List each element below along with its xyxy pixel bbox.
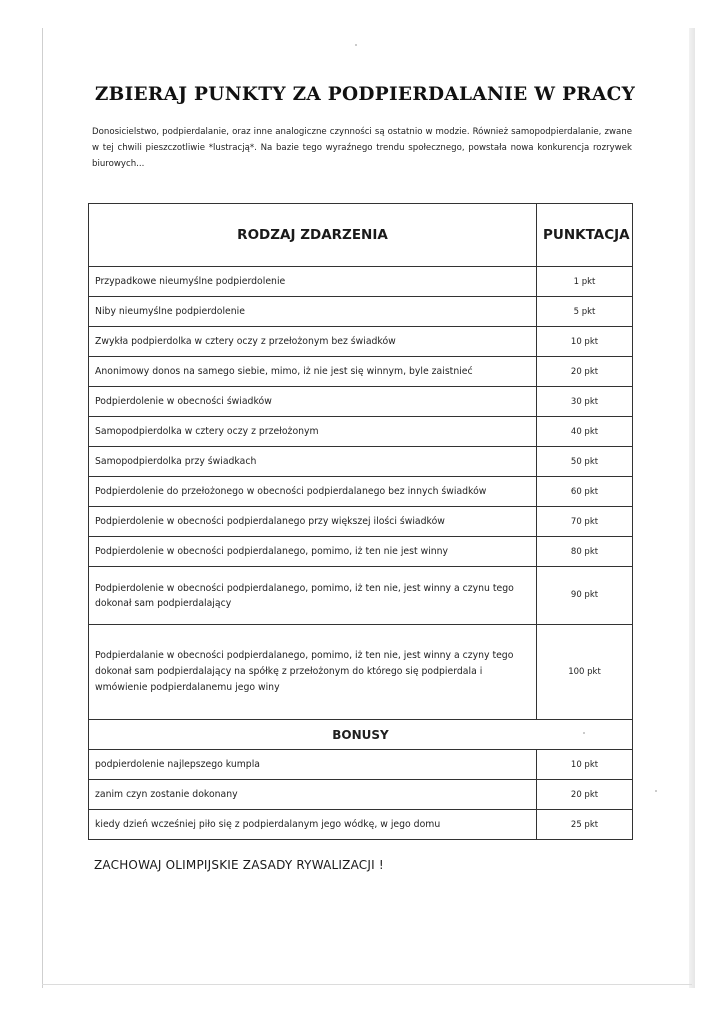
bonus-points-cell: 20 pkt bbox=[537, 780, 633, 810]
bonus-points-cell: 25 pkt bbox=[537, 810, 633, 840]
event-cell: Zwykła podpierdolka w cztery oczy z przełożonym bez świadków bbox=[89, 327, 537, 357]
bonus-header: BONUSY bbox=[89, 720, 633, 750]
bonus-event-cell: podpierdolenie najlepszego kumpla bbox=[89, 750, 537, 780]
bonus-row bbox=[89, 750, 633, 780]
table-row bbox=[89, 537, 633, 567]
event-cell: Podpierdolenie w obecności podpierdalanego, pomimo, iż ten nie, jest winny a czynu tego dokonał sam podpierdalający bbox=[89, 567, 537, 625]
column-header-event: RODZAJ ZDARZENIA bbox=[89, 204, 537, 267]
table-row bbox=[89, 447, 633, 477]
bonus-event-cell: zanim czyn zostanie dokonany bbox=[89, 780, 537, 810]
event-cell: Przypadkowe nieumyślne podpierdolenie bbox=[89, 267, 537, 297]
points-cell: 60 pkt bbox=[537, 477, 633, 507]
event-cell: Anonimowy donos na samego siebie, mimo, iż nie jest się winnym, byle zaistnieć bbox=[89, 357, 537, 387]
table-row bbox=[89, 387, 633, 417]
scan-page-edge-bottom bbox=[42, 984, 692, 985]
bonus-row bbox=[89, 780, 633, 810]
points-cell: 100 pkt bbox=[537, 625, 633, 720]
event-cell: Podpierdolenie w obecności podpierdalanego, pomimo, iż ten nie jest winny bbox=[89, 537, 537, 567]
scan-page-edge-left bbox=[42, 28, 43, 988]
event-cell: Niby nieumyślne podpierdolenie bbox=[89, 297, 537, 327]
points-cell: 20 pkt bbox=[537, 357, 633, 387]
table-row bbox=[89, 625, 633, 720]
bonus-points-cell: 10 pkt bbox=[537, 750, 633, 780]
event-cell: Podpierdolenie w obecności podpierdalanego przy większej ilości świadków bbox=[89, 507, 537, 537]
document-title: ZBIERAJ PUNKTY ZA PODPIERDALANIE W PRACY bbox=[94, 84, 636, 105]
table-row bbox=[89, 327, 633, 357]
bonus-event-cell: kiedy dzień wcześniej piło się z podpierdalanym jego wódkę, w jego domu bbox=[89, 810, 537, 840]
points-cell: 10 pkt bbox=[537, 327, 633, 357]
scan-page-edge-right bbox=[689, 28, 695, 988]
event-cell: Samopodpierdolka w cztery oczy z przełożonym bbox=[89, 417, 537, 447]
table-row bbox=[89, 507, 633, 537]
points-cell: 70 pkt bbox=[537, 507, 633, 537]
event-cell: Podpierdolenie w obecności świadków bbox=[89, 387, 537, 417]
event-cell: Podpierdalanie w obecności podpierdalanego, pomimo, iż ten nie, jest winny a czyny tego dokonał sam podpierdalający na spółkę z przełożonym do którego się podpierdala i wmówienie podpierdalanemu jego winy bbox=[89, 625, 537, 720]
event-cell: Podpierdolenie do przełożonego w obecności podpierdalanego bez innych świadków bbox=[89, 477, 537, 507]
bonus-row bbox=[89, 810, 633, 840]
table-row bbox=[89, 357, 633, 387]
footer-motto: ZACHOWAJ OLIMPIJSKIE ZASADY RYWALIZACJI ! bbox=[94, 858, 384, 872]
intro-paragraph: Donosicielstwo, podpierdalanie, oraz inne analogiczne czynności są ostatnio w modzie. Również samopodpierdalanie, zwane w tej chwili pieszczotliwie *lustracją*. Na bazie tego wyraźnego trendu społecznego, powstała nowa konkurencja rozrywek biurowych... bbox=[92, 127, 632, 169]
points-cell: 30 pkt bbox=[537, 387, 633, 417]
points-cell: 50 pkt bbox=[537, 447, 633, 477]
scan-speck bbox=[355, 44, 357, 46]
scan-speck bbox=[655, 790, 657, 792]
column-header-points: PUNKTACJA bbox=[537, 204, 633, 267]
points-cell: 1 pkt bbox=[537, 267, 633, 297]
points-table bbox=[88, 203, 633, 840]
table-row bbox=[89, 417, 633, 447]
table-header-row bbox=[89, 204, 633, 267]
table-row bbox=[89, 477, 633, 507]
table-row bbox=[89, 567, 633, 625]
event-cell: Samopodpierdolka przy świadkach bbox=[89, 447, 537, 477]
points-cell: 40 pkt bbox=[537, 417, 633, 447]
table-row bbox=[89, 297, 633, 327]
points-cell: 80 pkt bbox=[537, 537, 633, 567]
points-cell: 5 pkt bbox=[537, 297, 633, 327]
bonus-header-row bbox=[89, 720, 633, 750]
table-row bbox=[89, 267, 633, 297]
points-cell: 90 pkt bbox=[537, 567, 633, 625]
